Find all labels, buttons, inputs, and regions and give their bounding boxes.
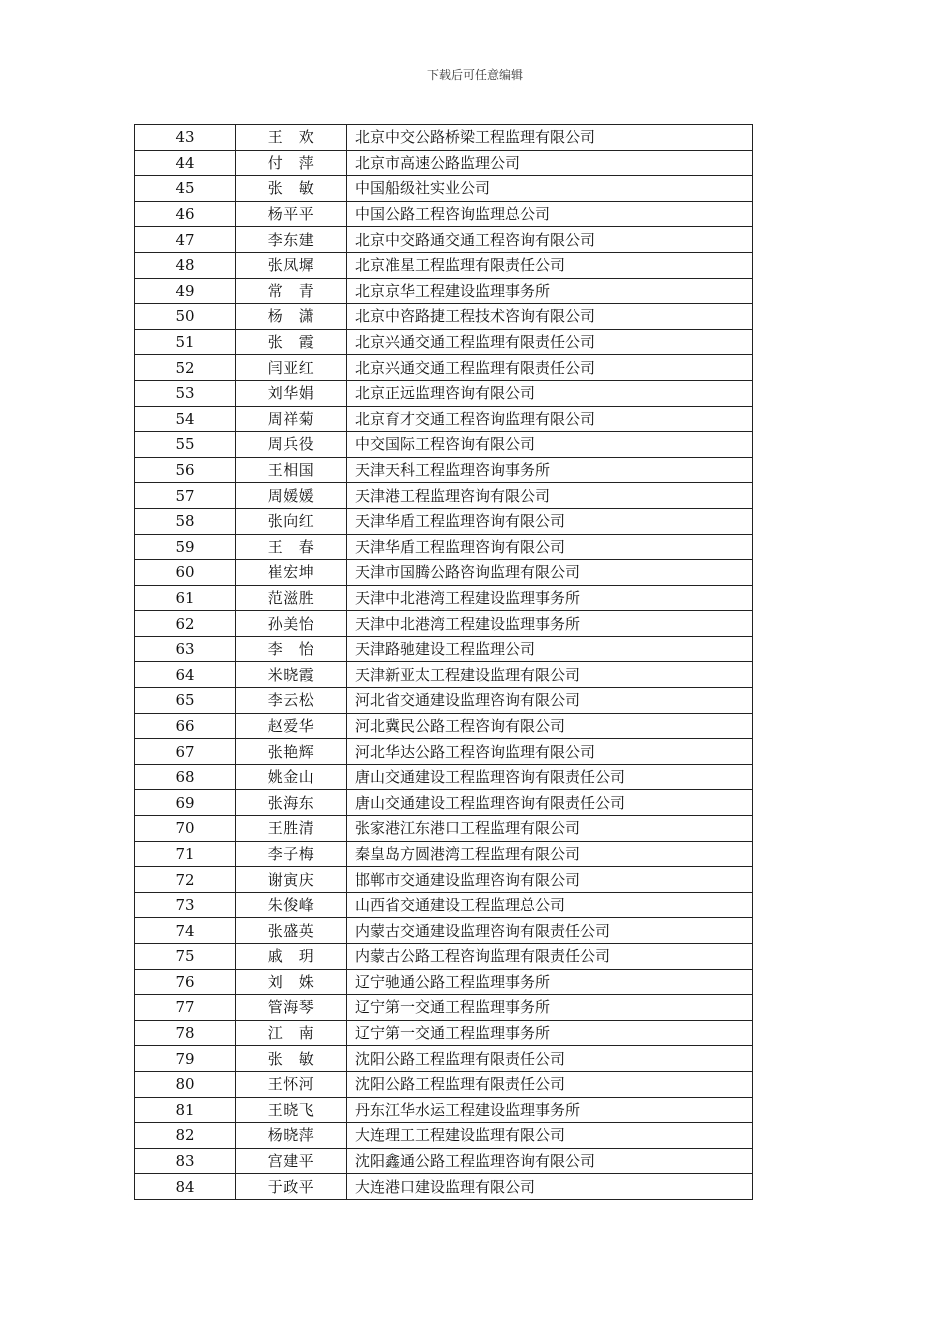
company-name: 沈阳公路工程监理有限责任公司 [347,1071,753,1097]
row-number: 80 [135,1071,236,1097]
company-name: 天津天科工程监理咨询事务所 [347,457,753,483]
table-row [135,816,753,842]
table-row [135,1148,753,1174]
row-number: 65 [135,688,236,714]
person-name: 张艳辉 [236,739,347,765]
table-row [135,201,753,227]
table-row [135,227,753,253]
company-name: 辽宁第一交通工程监理事务所 [347,1020,753,1046]
row-number: 49 [135,278,236,304]
table-row [135,585,753,611]
person-name: 刘华娟 [236,380,347,406]
table-row [135,918,753,944]
row-number: 53 [135,380,236,406]
row-number: 84 [135,1174,236,1200]
company-name: 北京中交公路桥梁工程监理有限公司 [347,125,753,151]
company-name: 中交国际工程咨询有限公司 [347,432,753,458]
company-name: 北京京华工程建设监理事务所 [347,278,753,304]
company-name: 辽宁第一交通工程监理事务所 [347,995,753,1021]
table-row [135,432,753,458]
person-name: 闫亚红 [236,355,347,381]
row-number: 45 [135,176,236,202]
company-name: 唐山交通建设工程监理咨询有限责任公司 [347,790,753,816]
company-name: 大连理工工程建设监理有限公司 [347,1123,753,1149]
row-number: 62 [135,611,236,637]
table-row [135,841,753,867]
row-number: 79 [135,1046,236,1072]
company-name: 丹东江华水运工程建设监理事务所 [347,1097,753,1123]
row-number: 68 [135,764,236,790]
table-row [135,1071,753,1097]
row-number: 81 [135,1097,236,1123]
person-name: 李云松 [236,688,347,714]
person-name: 张 敏 [236,1046,347,1072]
company-name: 天津港工程监理咨询有限公司 [347,483,753,509]
person-name: 杨晓萍 [236,1123,347,1149]
table-row [135,534,753,560]
row-number: 46 [135,201,236,227]
person-name: 周媛媛 [236,483,347,509]
row-number: 70 [135,816,236,842]
row-number: 60 [135,560,236,586]
page-header-note: 下载后可任意编辑 [426,68,523,82]
row-number: 83 [135,1148,236,1174]
row-number: 43 [135,125,236,151]
row-number: 52 [135,355,236,381]
person-name: 张 霞 [236,329,347,355]
company-name: 天津新亚太工程建设监理有限公司 [347,662,753,688]
row-number: 44 [135,150,236,176]
person-name: 管海琴 [236,995,347,1021]
company-name: 北京兴通交通工程监理有限责任公司 [347,329,753,355]
row-number: 71 [135,841,236,867]
person-name: 王怀河 [236,1071,347,1097]
person-name: 王相国 [236,457,347,483]
table-row [135,739,753,765]
row-number: 51 [135,329,236,355]
company-name: 沈阳公路工程监理有限责任公司 [347,1046,753,1072]
row-number: 56 [135,457,236,483]
person-name: 戚 玥 [236,944,347,970]
person-name: 朱俊峰 [236,892,347,918]
company-name: 天津中北港湾工程建设监理事务所 [347,611,753,637]
table-row [135,125,753,151]
table-row [135,176,753,202]
row-number: 78 [135,1020,236,1046]
row-number: 57 [135,483,236,509]
person-name: 崔宏坤 [236,560,347,586]
company-name: 河北省交通建设监理咨询有限公司 [347,688,753,714]
person-name: 张盛英 [236,918,347,944]
row-number: 47 [135,227,236,253]
table-row [135,790,753,816]
person-name: 常 青 [236,278,347,304]
personnel-table [134,124,753,1200]
person-name: 于政平 [236,1174,347,1200]
table-row [135,1174,753,1200]
person-name: 王晓飞 [236,1097,347,1123]
table-row [135,969,753,995]
company-name: 山西省交通建设工程监理总公司 [347,892,753,918]
person-name: 姚金山 [236,764,347,790]
company-name: 北京育才交通工程咨询监理有限公司 [347,406,753,432]
table-row [135,329,753,355]
company-name: 大连港口建设监理有限公司 [347,1174,753,1200]
person-name: 张凤墀 [236,252,347,278]
person-name: 李 怡 [236,636,347,662]
row-number: 55 [135,432,236,458]
table-row [135,1097,753,1123]
company-name: 秦皇岛方圆港湾工程监理有限公司 [347,841,753,867]
row-number: 74 [135,918,236,944]
table-row [135,1020,753,1046]
company-name: 北京准星工程监理有限责任公司 [347,252,753,278]
person-name: 江 南 [236,1020,347,1046]
row-number: 48 [135,252,236,278]
row-number: 73 [135,892,236,918]
table-row [135,560,753,586]
company-name: 北京正远监理咨询有限公司 [347,380,753,406]
row-number: 76 [135,969,236,995]
person-name: 谢寅庆 [236,867,347,893]
person-name: 张 敏 [236,176,347,202]
table-row [135,406,753,432]
company-name: 唐山交通建设工程监理咨询有限责任公司 [347,764,753,790]
person-name: 刘 姝 [236,969,347,995]
person-name: 周兵役 [236,432,347,458]
person-name: 范滋胜 [236,585,347,611]
company-name: 内蒙古交通建设监理咨询有限责任公司 [347,918,753,944]
row-number: 77 [135,995,236,1021]
table-row [135,483,753,509]
table-row [135,892,753,918]
company-name: 天津路驰建设工程监理公司 [347,636,753,662]
person-name: 王 春 [236,534,347,560]
row-number: 72 [135,867,236,893]
person-name: 张海东 [236,790,347,816]
table-row [135,611,753,637]
company-name: 天津市国腾公路咨询监理有限公司 [347,560,753,586]
person-name: 孙美怡 [236,611,347,637]
company-name: 河北华达公路工程咨询监理有限公司 [347,739,753,765]
row-number: 64 [135,662,236,688]
person-name: 杨 潇 [236,304,347,330]
company-name: 内蒙古公路工程咨询监理有限责任公司 [347,944,753,970]
table-row [135,662,753,688]
company-name: 河北冀民公路工程咨询有限公司 [347,713,753,739]
table-row [135,944,753,970]
row-number: 67 [135,739,236,765]
table-row [135,995,753,1021]
row-number: 63 [135,636,236,662]
table-row [135,688,753,714]
person-name: 米晓霞 [236,662,347,688]
person-name: 王胜清 [236,816,347,842]
company-name: 张家港江东港口工程监理有限公司 [347,816,753,842]
table-row [135,252,753,278]
company-name: 邯郸市交通建设监理咨询有限公司 [347,867,753,893]
table-row [135,1123,753,1149]
person-name: 王 欢 [236,125,347,151]
table-row [135,1046,753,1072]
company-name: 天津中北港湾工程建设监理事务所 [347,585,753,611]
person-name: 李子梅 [236,841,347,867]
table-row [135,867,753,893]
table-row [135,508,753,534]
person-name: 付 萍 [236,150,347,176]
company-name: 北京市高速公路监理公司 [347,150,753,176]
row-number: 54 [135,406,236,432]
table-row [135,457,753,483]
table-row [135,150,753,176]
table-row [135,380,753,406]
row-number: 82 [135,1123,236,1149]
row-number: 50 [135,304,236,330]
person-name: 赵爱华 [236,713,347,739]
company-name: 沈阳鑫通公路工程监理咨询有限公司 [347,1148,753,1174]
company-name: 北京兴通交通工程监理有限责任公司 [347,355,753,381]
person-name: 杨平平 [236,201,347,227]
company-name: 中国船级社实业公司 [347,176,753,202]
company-name: 北京中交路通交通工程咨询有限公司 [347,227,753,253]
row-number: 58 [135,508,236,534]
person-name: 李东建 [236,227,347,253]
table-row [135,355,753,381]
company-name: 中国公路工程咨询监理总公司 [347,201,753,227]
company-name: 天津华盾工程监理咨询有限公司 [347,508,753,534]
person-name: 周祥菊 [236,406,347,432]
row-number: 66 [135,713,236,739]
row-number: 69 [135,790,236,816]
row-number: 61 [135,585,236,611]
table-row [135,278,753,304]
table-row [135,713,753,739]
person-name: 宫建平 [236,1148,347,1174]
table-body [135,125,753,1200]
table-row [135,636,753,662]
company-name: 北京中咨路捷工程技术咨询有限公司 [347,304,753,330]
row-number: 75 [135,944,236,970]
person-name: 张向红 [236,508,347,534]
row-number: 59 [135,534,236,560]
company-name: 天津华盾工程监理咨询有限公司 [347,534,753,560]
company-name: 辽宁驰通公路工程监理事务所 [347,969,753,995]
table-row [135,304,753,330]
table-row [135,764,753,790]
